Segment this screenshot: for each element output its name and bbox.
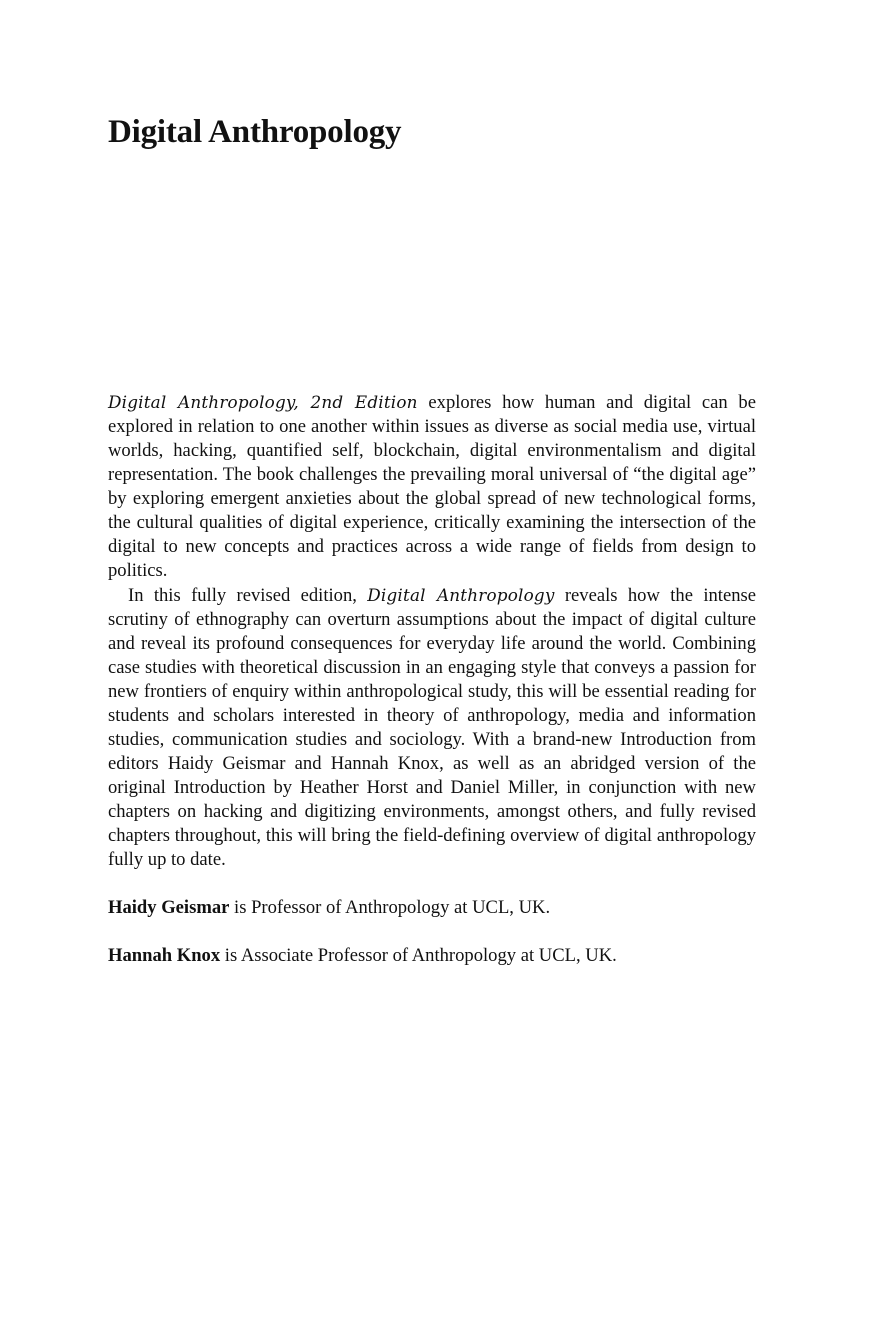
editor-bio-text: is Professor of Anthropology at UCL, UK. (229, 897, 551, 918)
description-paragraph-2-lead: In this fully revised edition, (128, 585, 368, 606)
description-paragraph-1-text: explores how human and digital can be explored in relation to one another within issues as diverse as social media use, virtual worlds, hacking, quantified self, blockchain, digital environmentalism and digital representation. The book challenges the prevailing moral universal of “the digital age” by exploring emergent anxieties about the global spread of new technological forms, the cultural qualities of digital experience, critically examining the intersection of the digital to new concepts and practices across a wide range of fields from design to politics. (108, 392, 756, 581)
editor-name: Haidy Geismar (108, 897, 230, 918)
book-description (108, 390, 756, 968)
edition-title: Digital Anthropology, 2nd Edition (108, 392, 418, 412)
editor-bio-knox (108, 944, 756, 968)
description-paragraph-1 (108, 390, 756, 583)
editor-bio-geismar (108, 896, 756, 920)
book-title-inline: Digital Anthropology (367, 585, 555, 605)
description-paragraph-2-text: reveals how the intense scrutiny of ethnography can overturn assumptions about the impact of digital culture and reveal its profound consequences for everyday life around the world. Combining case studies with theoretical discussion in an engaging style that conveys a passion for new frontiers of enquiry within anthropological study, this will be essential reading for students and scholars interested in theory of anthropology, media and information studies, communication studies and sociology. With a brand-new Introduction from editors Haidy Geismar and Hannah Knox, as well as an abridged version of the original Introduction by Heather Horst and Daniel Miller, in conjunction with new chapters on hacking and digitizing environments, amongst others, and fully revised chapters throughout, this will bring the field-defining overview of digital anthropology fully up to date. (108, 585, 756, 870)
book-title: Digital Anthropology (108, 114, 402, 150)
editor-bio-text: is Associate Professor of Anthropology at UCL, UK. (220, 945, 617, 966)
editor-name: Hannah Knox (108, 945, 221, 966)
description-paragraph-2 (108, 583, 756, 872)
